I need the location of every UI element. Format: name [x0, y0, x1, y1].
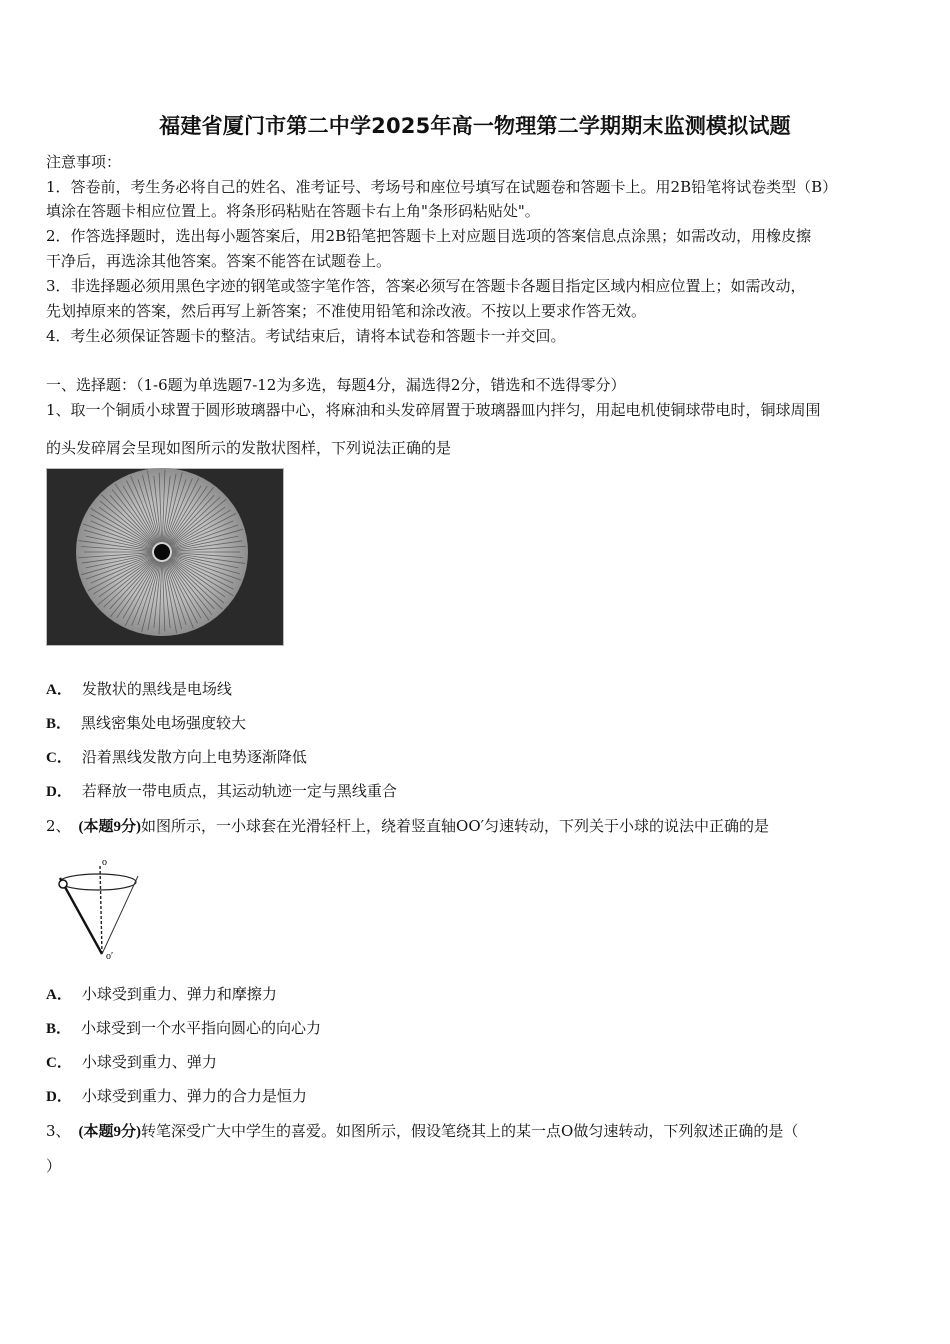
option-b: B． 黑线密集处电场强度较大 — [46, 714, 247, 732]
label-o: o — [102, 857, 107, 868]
option-a: A． 小球受到重力、弹力和摩擦力 — [46, 985, 277, 1003]
notice-heading: 注意事项： — [46, 153, 122, 171]
option-a: A． 发散状的黑线是电场线 — [46, 680, 232, 698]
notice-line: 4．考生必须保证答题卡的整洁。考试结束后，请将本试卷和答题卡一并交回。 — [46, 327, 566, 345]
section-heading: 一、选择题：（1-6题为单选题7-12为多选，每题4分，漏选得2分，错选和不选得零分） — [46, 376, 626, 394]
label-o-prime: o′ — [106, 951, 114, 962]
question-2-stem: 2、 (本题9分)如图所示，一小球套在光滑轻杆上，绕着竖直轴OO′匀速转动，下列关于小球的说法中正确的是 — [46, 817, 770, 835]
option-b: B． 小球受到一个水平指向圆心的向心力 — [46, 1019, 322, 1037]
notice-line: 3．非选择题必须用黑色字迹的钢笔或签字笔作答，答案必须写在答题卡各题目指定区域内相应位置上；如需改动， — [46, 277, 806, 295]
hair-pattern-photo — [46, 468, 284, 646]
notice-line: 先划掉原来的答案，然后再写上新答案；不准使用铅笔和涂改液。不按以上要求作答无效。 — [46, 302, 647, 320]
question-1-stem: 1、取一个铜质小球置于圆形玻璃器中心，将麻油和头发碎屑置于玻璃器皿内拌匀，用起电机使铜球带电时，铜球周围 — [46, 401, 821, 419]
question-3-stem: 3、 (本题9分)转笔深受广大中学生的喜爱。如图所示，假设笔绕其上的某一点O做匀速转动，下列叙述正确的是（ — [46, 1122, 799, 1140]
notice-line: 2．作答选择题时，选出每小题答案后，用2B铅笔把答题卡上对应题目选项的答案信息点涂黑；如需改动，用橡皮擦 — [46, 227, 812, 245]
notice-line: 1．答卷前，考生务必将自己的姓名、准考证号、考场号和座位号填写在试题卷和答题卡上。用2B铅笔将试卷类型（B） — [46, 178, 838, 196]
question-1-stem: 的头发碎屑会呈现如图所示的发散状图样，下列说法正确的是 — [46, 439, 452, 457]
question-3-stem: ） — [46, 1157, 62, 1175]
option-d: D． 小球受到重力、弹力的合力是恒力 — [46, 1087, 307, 1105]
page-title: 福建省厦门市第二中学2025年高一物理第二学期期末监测模拟试题 — [159, 114, 791, 138]
notice-line: 干净后，再选涂其他答案。答案不能答在试题卷上。 — [46, 252, 392, 270]
rotating-rod-diagram — [50, 856, 150, 962]
option-c: C． 小球受到重力、弹力 — [46, 1053, 217, 1071]
option-d: D． 若释放一带电质点，其运动轨迹一定与黑线重合 — [46, 782, 397, 800]
notice-line: 填涂在答题卡相应位置上。将条形码粘贴在答题卡右上角"条形码粘贴处"。 — [46, 202, 540, 220]
option-c: C． 沿着黑线发散方向上电势逐渐降低 — [46, 748, 307, 766]
